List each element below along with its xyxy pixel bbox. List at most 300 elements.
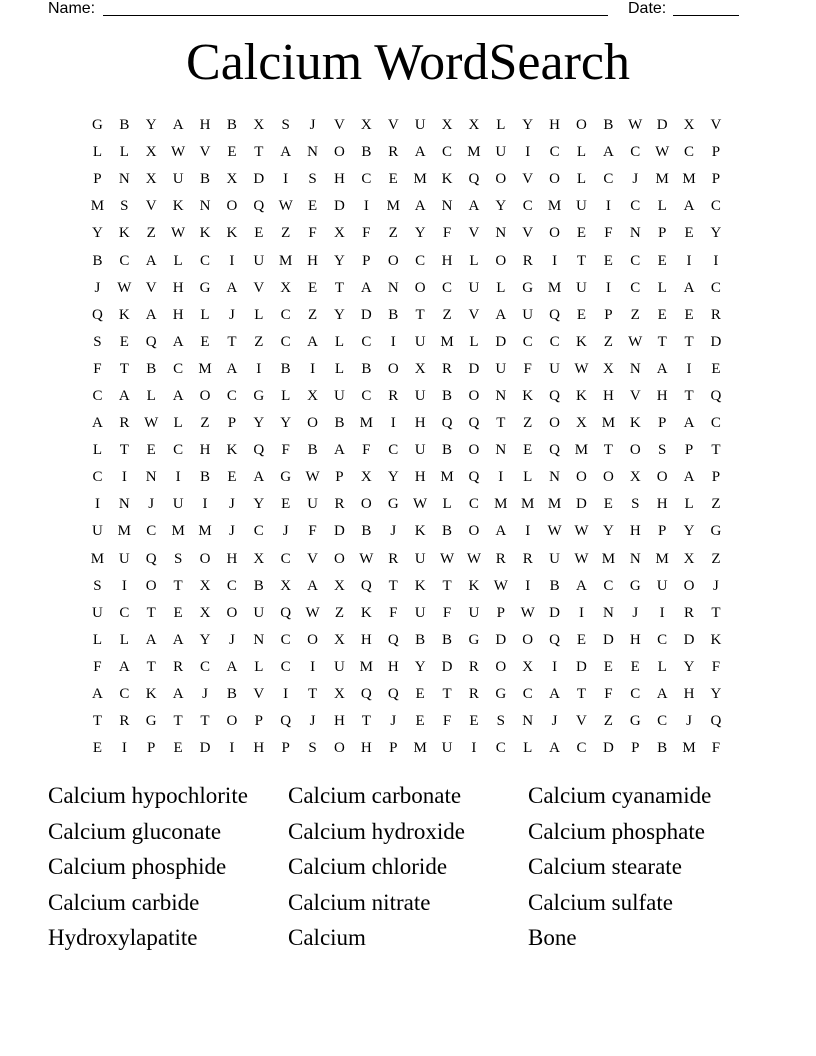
grid-cell: T [684, 333, 694, 350]
grid-cell: K [414, 577, 426, 594]
grid-cell: J [228, 496, 235, 513]
grid-cell: H [387, 658, 399, 675]
grid-cell: T [146, 604, 156, 621]
grid-cell: C [630, 686, 641, 703]
grid-cell: D [441, 658, 453, 675]
grid-cell: F [442, 604, 452, 621]
grid-cell: J [282, 523, 289, 540]
grid-cell: T [146, 658, 156, 675]
grid-cell: S [281, 117, 290, 134]
grid-cell: B [307, 442, 318, 459]
grid-cell: L [92, 442, 103, 459]
grid-cell: C [630, 198, 641, 215]
word-list [48, 781, 768, 959]
grid-cell: P [362, 252, 371, 269]
grid-cell: T [173, 713, 183, 730]
grid-cell: L [469, 252, 479, 269]
grid-cell: O [576, 469, 587, 486]
grid-cell: O [387, 360, 399, 377]
grid-cell: Q [280, 604, 292, 621]
grid-cell: L [576, 144, 587, 161]
grid-cell: N [118, 171, 130, 188]
grid-cell: I [471, 740, 477, 757]
grid-cell: O [629, 442, 641, 459]
grid-cell: K [576, 387, 587, 404]
grid-cell: N [495, 225, 507, 242]
grid-cell: E [227, 469, 237, 486]
grid-cell: I [175, 469, 181, 486]
grid-cell: F [604, 686, 613, 703]
grid-cell: V [253, 686, 265, 703]
grid-cell: E [684, 306, 694, 323]
grid-cell: Y [602, 523, 614, 540]
grid-cell: W [628, 117, 643, 134]
grid-cell: U [172, 171, 184, 188]
grid-cell: M [440, 469, 454, 486]
grid-cell: S [308, 740, 317, 757]
grid-cell: T [442, 686, 452, 703]
grid-cell: I [256, 360, 262, 377]
grid-cell: X [280, 279, 292, 296]
grid-cell: K [522, 387, 534, 404]
grid-cell: P [147, 740, 156, 757]
grid-cell: B [334, 415, 345, 432]
grid-cell: F [711, 658, 721, 675]
grid-cell: V [199, 144, 211, 161]
grid-cell: C [200, 252, 211, 269]
grid-cell: C [146, 523, 157, 540]
grid-cell: C [442, 279, 453, 296]
grid-cell: D [495, 333, 507, 350]
grid-cell: W [493, 577, 508, 594]
grid-cell: T [92, 713, 103, 730]
grid-cell: G [710, 523, 722, 540]
grid-cell: K [360, 604, 372, 621]
grid-cell: N [441, 198, 453, 215]
grid-cell: M [413, 740, 427, 757]
grid-cell: Q [468, 171, 480, 188]
grid-cell: U [414, 117, 426, 134]
grid-cell: B [92, 252, 103, 269]
grid-cell: H [549, 117, 560, 134]
grid-cell: Y [414, 225, 426, 242]
grid-cell: X [307, 387, 318, 404]
grid-cell: L [334, 333, 345, 350]
grid-cell: S [93, 333, 102, 350]
grid-cell: W [574, 360, 589, 377]
grid-cell: L [92, 631, 103, 648]
grid-cell: C [710, 198, 721, 215]
grid-cell: C [119, 604, 130, 621]
grid-cell: D [602, 631, 614, 648]
grid-cell: K [172, 198, 184, 215]
grid-cell: I [552, 252, 558, 269]
grid-cell: O [683, 577, 695, 594]
grid-cell: I [283, 686, 289, 703]
grid-cell: B [442, 442, 453, 459]
grid-cell: A [656, 360, 668, 377]
grid-cell: E [200, 333, 210, 350]
grid-cell: A [683, 279, 695, 296]
grid-cell: T [576, 252, 587, 269]
grid-cell: O [199, 387, 211, 404]
grid-cell: U [172, 496, 184, 513]
grid-cell: U [414, 442, 426, 459]
grid-cell: M [359, 658, 374, 675]
grid-cell: C [522, 686, 533, 703]
grid-cell: W [655, 144, 670, 161]
grid-cell: P [335, 469, 344, 486]
grid-cell: K [226, 442, 238, 459]
grid-cell: B [253, 577, 264, 594]
grid-cell: O [307, 631, 318, 648]
grid-cell: M [90, 198, 105, 215]
date-label: Date: [628, 0, 667, 17]
grid-cell: O [495, 252, 507, 269]
grid-cell: B [146, 360, 157, 377]
grid-cell: H [602, 387, 614, 404]
grid-cell: A [549, 740, 560, 757]
grid-cell: M [171, 523, 185, 540]
grid-cell: W [171, 225, 186, 242]
grid-cell: Y [710, 686, 722, 703]
grid-cell: I [310, 658, 316, 675]
grid-cell: Q [253, 198, 265, 215]
grid-cell: O [495, 658, 507, 675]
grid-cell: I [525, 523, 531, 540]
grid-cell: D [334, 523, 345, 540]
grid-cell: P [711, 469, 721, 486]
grid-cell: B [415, 631, 426, 648]
grid-cell: Y [683, 658, 695, 675]
grid-cell: B [603, 117, 614, 134]
grid-cell: M [467, 144, 481, 161]
grid-cell: C [226, 577, 237, 594]
grid-cell: A [495, 306, 507, 323]
grid-cell: Y [199, 631, 211, 648]
grid-cell: X [334, 225, 345, 242]
grid-cell: X [253, 117, 265, 134]
grid-cell: R [468, 658, 479, 675]
grid-cell: Q [549, 442, 560, 459]
grid-cell: U [253, 252, 265, 269]
grid-cell: X [199, 604, 211, 621]
grid-cell: L [523, 740, 533, 757]
grid-cell: Q [145, 550, 157, 567]
grid-cell: Y [334, 306, 345, 323]
grid-cell: J [228, 631, 235, 648]
grid-cell: D [683, 631, 695, 648]
grid-cell: M [386, 198, 400, 215]
grid-cell: A [92, 686, 103, 703]
grid-cell: K [226, 225, 238, 242]
grid-cell: Q [710, 713, 722, 730]
grid-cell: U [656, 577, 668, 594]
grid-cell: A [118, 387, 130, 404]
grid-cell: J [390, 713, 397, 730]
grid-cell: L [442, 496, 452, 513]
grid-cell: C [119, 686, 130, 703]
grid-cell: Q [280, 713, 292, 730]
grid-cell: K [629, 415, 641, 432]
grid-cell: B [361, 523, 372, 540]
grid-cell: B [200, 171, 211, 188]
grid-cell: F [308, 225, 317, 242]
grid-cell: I [202, 496, 208, 513]
grid-cell: R [522, 252, 533, 269]
grid-cell: T [657, 333, 667, 350]
grid-cell: K [145, 686, 157, 703]
grid-cell: J [686, 713, 692, 730]
grid-cell: A [145, 631, 157, 648]
grid-cell: C [253, 523, 264, 540]
grid-cell: C [630, 252, 641, 269]
grid-cell: Q [92, 306, 103, 323]
grid-cell: I [229, 252, 235, 269]
grid-cell: W [574, 523, 589, 540]
word-list-item: Calcium chloride [288, 854, 448, 879]
grid-cell: D [360, 306, 372, 323]
word-list-item: Calcium sulfate [528, 889, 673, 915]
grid-cell: Q [549, 387, 560, 404]
grid-cell: D [495, 631, 507, 648]
grid-cell: G [199, 279, 211, 296]
grid-cell: Z [711, 496, 721, 513]
grid-cell: P [254, 713, 263, 730]
grid-cell: S [496, 713, 505, 730]
grid-cell: Q [710, 387, 722, 404]
grid-cell: J [309, 117, 316, 134]
grid-cell: N [629, 360, 641, 377]
grid-cell: U [414, 387, 426, 404]
grid-cell: I [310, 360, 316, 377]
grid-cell: U [414, 333, 426, 350]
grid-cell: G [280, 469, 292, 486]
grid-cell: X [280, 577, 292, 594]
grid-cell: B [361, 360, 372, 377]
grid-cell: T [415, 306, 425, 323]
grid-cell: Z [334, 604, 345, 621]
grid-cell: K [576, 333, 587, 350]
grid-cell: T [119, 360, 129, 377]
grid-cell: A [118, 658, 130, 675]
grid-cell: K [414, 523, 426, 540]
grid-cell: C [468, 496, 479, 513]
grid-cell: G [253, 387, 265, 404]
grid-cell: W [171, 144, 186, 161]
grid-cell: U [414, 550, 426, 567]
grid-cell: L [200, 306, 210, 323]
grid-cell: U [468, 604, 480, 621]
grid-cell: Y [280, 415, 292, 432]
grid-cell: H [414, 469, 426, 486]
grid-cell: N [307, 144, 318, 161]
grid-cell: C [630, 144, 641, 161]
grid-cell: I [686, 360, 692, 377]
grid-cell: T [711, 442, 721, 459]
grid-cell: S [657, 442, 667, 459]
grid-cell: F [604, 225, 613, 242]
word-list-item: Hydroxylapatite [48, 925, 198, 950]
grid-cell: H [199, 117, 211, 134]
grid-cell: V [334, 117, 345, 134]
grid-cell: V [468, 306, 480, 323]
grid-cell: E [173, 604, 183, 621]
grid-cell: I [686, 252, 692, 269]
grid-cell: V [522, 171, 534, 188]
grid-cell: C [361, 171, 372, 188]
grid-cell: N [629, 225, 641, 242]
grid-cell: C [657, 713, 668, 730]
grid-cell: P [711, 144, 721, 161]
grid-cell: R [522, 550, 533, 567]
grid-cell: D [656, 117, 668, 134]
name-field-line [103, 0, 608, 16]
grid-cell: C [280, 306, 291, 323]
grid-cell: I [94, 496, 100, 513]
grid-cell: U [495, 144, 507, 161]
grid-cell: E [603, 496, 613, 513]
grid-cell: B [280, 360, 291, 377]
grid-cell: J [228, 523, 235, 540]
grid-cell: E [119, 333, 129, 350]
grid-cell: V [576, 713, 587, 730]
grid-cell: T [388, 577, 398, 594]
grid-cell: C [495, 740, 506, 757]
grid-cell: I [659, 604, 665, 621]
grid-cell: J [713, 577, 719, 594]
grid-cell: Z [630, 306, 640, 323]
grid-cell: W [305, 604, 320, 621]
grid-cell: T [496, 415, 506, 432]
grid-cell: B [442, 523, 453, 540]
grid-cell: E [684, 225, 694, 242]
grid-cell: A [145, 306, 157, 323]
grid-cell: U [334, 658, 345, 675]
grid-cell: X [334, 686, 345, 703]
grid-cell: F [308, 523, 317, 540]
grid-cell: M [198, 360, 212, 377]
grid-cell: Z [711, 550, 721, 567]
grid-cell: G [629, 713, 641, 730]
grid-cell: O [576, 117, 587, 134]
grid-cell: H [253, 740, 265, 757]
grid-cell: B [200, 469, 211, 486]
grid-cell: P [281, 740, 290, 757]
grid-cell: E [603, 658, 613, 675]
grid-cell: V [145, 198, 157, 215]
word-list-item: Calcium nitrate [288, 889, 431, 915]
grid-cell: I [525, 577, 531, 594]
grid-cell: I [363, 198, 369, 215]
grid-cell: C [173, 442, 184, 459]
grid-cell: N [118, 496, 130, 513]
grid-cell: F [362, 442, 371, 459]
grid-cell: L [657, 279, 667, 296]
grid-cell: K [118, 225, 130, 242]
grid-cell: G [92, 117, 103, 134]
grid-cell: W [359, 550, 374, 567]
grid-cell: M [682, 171, 696, 188]
grid-cell: U [441, 740, 453, 757]
grid-cell: Y [253, 496, 265, 513]
grid-cell: M [117, 523, 131, 540]
grid-cell: I [390, 333, 396, 350]
grid-cell: Q [549, 631, 560, 648]
grid-cell: C [442, 144, 453, 161]
grid-cell: C [522, 333, 533, 350]
grid-cell: U [576, 279, 587, 296]
grid-cell: H [172, 279, 184, 296]
grid-cell: E [254, 225, 264, 242]
grid-cell: M [359, 415, 374, 432]
grid-cell: C [522, 198, 533, 215]
grid-cell: G [522, 279, 534, 296]
grid-cell: M [601, 550, 616, 567]
grid-cell: E [523, 442, 533, 459]
date-field-line [673, 0, 739, 16]
grid-cell: S [631, 496, 640, 513]
grid-cell: W [278, 198, 293, 215]
grid-cell: I [605, 279, 611, 296]
grid-cell: V [468, 225, 480, 242]
grid-cell: X [522, 658, 534, 675]
grid-cell: N [199, 198, 211, 215]
grid-cell: H [414, 415, 426, 432]
grid-cell: C [280, 658, 291, 675]
grid-cell: I [121, 577, 127, 594]
grid-cell: J [632, 171, 639, 188]
grid-cell: Q [549, 306, 560, 323]
grid-cell: L [684, 496, 694, 513]
grid-cell: C [200, 658, 211, 675]
grid-cell: T [200, 713, 210, 730]
grid-cell: O [656, 469, 668, 486]
grid-cell: F [711, 740, 721, 757]
grid-cell: C [119, 252, 130, 269]
grid-cell: Y [522, 117, 534, 134]
grid-cell: A [334, 442, 345, 459]
grid-cell: U [549, 550, 560, 567]
word-list-item: Calcium cyanamide [528, 783, 712, 808]
grid-cell: C [657, 631, 668, 648]
grid-cell: S [120, 198, 129, 215]
grid-cell: Q [145, 333, 157, 350]
grid-cell: R [388, 387, 399, 404]
grid-cell: M [547, 496, 562, 513]
grid-cell: H [360, 740, 372, 757]
grid-cell: G [629, 577, 641, 594]
grid-cell: R [684, 604, 695, 621]
grid-cell: A [280, 144, 292, 161]
grid-cell: K [118, 306, 130, 323]
word-list-item: Calcium hydroxide [288, 818, 465, 844]
grid-cell: O [226, 713, 238, 730]
grid-cell: D [576, 658, 587, 675]
grid-cell: O [387, 252, 399, 269]
grid-cell: D [576, 496, 587, 513]
grid-cell: P [227, 415, 237, 432]
grid-cell: L [334, 360, 345, 377]
grid-cell: D [468, 360, 480, 377]
grid-cell: V [522, 225, 534, 242]
grid-cell: O [522, 631, 534, 648]
grid-cell: C [226, 387, 237, 404]
grid-cell: O [468, 387, 480, 404]
grid-cell: G [145, 713, 157, 730]
grid-cell: U [307, 496, 318, 513]
grid-cell: Z [603, 333, 613, 350]
